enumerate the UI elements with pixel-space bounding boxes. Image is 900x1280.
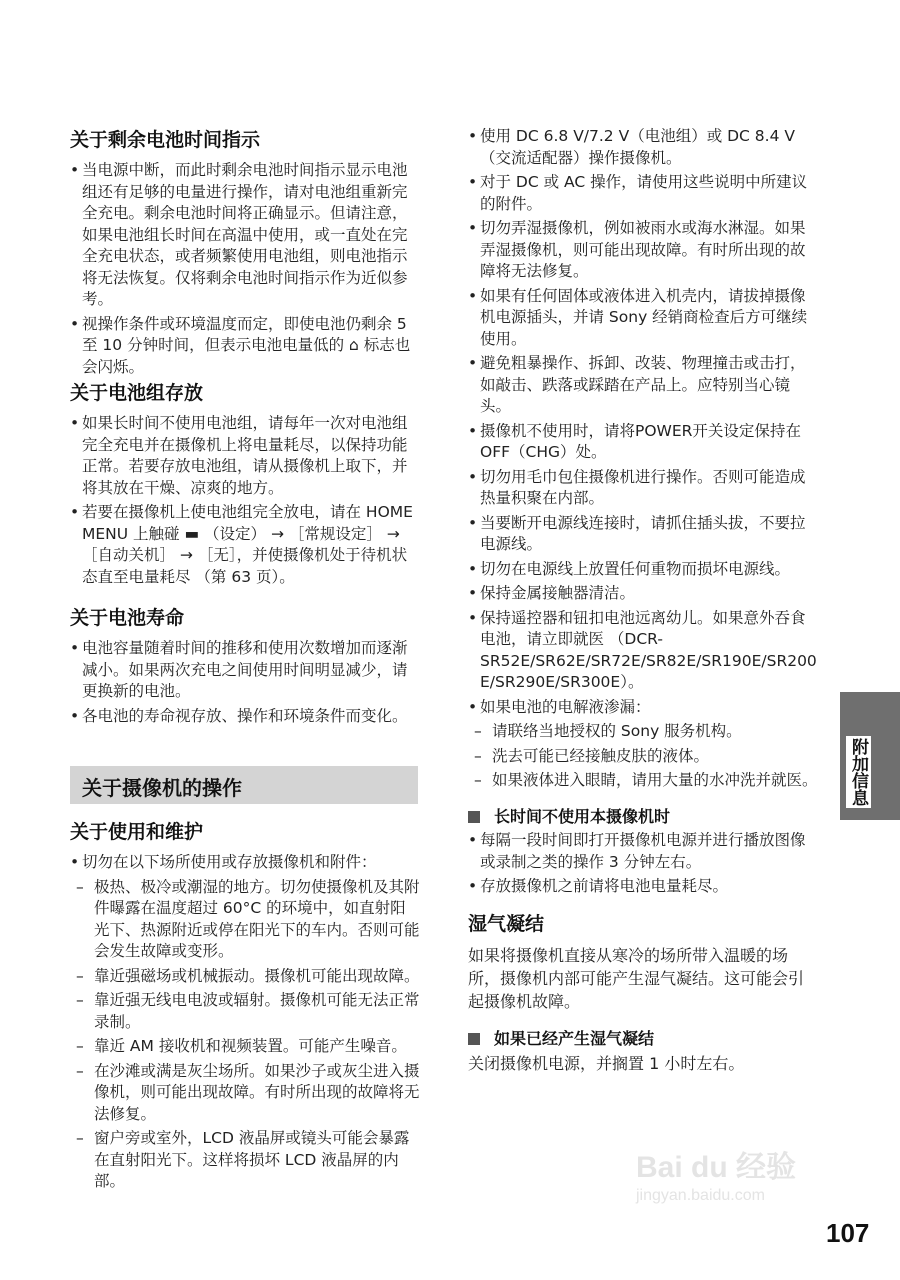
square-bullet-icon [468, 811, 480, 823]
list-subitem: – 请联络当地授权的 Sony 服务机构。 [468, 721, 818, 743]
list-item: • 如果长时间不使用电池组，请每年一次对电池组完全充电并在摄像机上将电量耗尽，以保持功能正常。若要存放电池组，请从摄像机上取下，并将其放在干燥、凉爽的地方。 [70, 413, 420, 499]
list-subitem: – 靠近 AM 接收机和视频装置。可能产生噪音。 [70, 1036, 420, 1058]
section-battery-life [70, 606, 420, 730]
list-item: • 当要断开电源线连接时，请抓住插头拔，不要拉电源线。 [468, 513, 818, 556]
subsection-title: 长时间不使用本摄像机时 [494, 807, 671, 826]
list-item: • 切勿在电源线上放置任何重物而损坏电源线。 [468, 559, 818, 581]
list-item: • 摄像机不使用时，请将POWER开关设定保持在 OFF（CHG）处。 [468, 421, 818, 464]
side-tab-label: 附加信息 [846, 736, 871, 808]
chapter-side-tab [840, 692, 900, 820]
list-item: • 电池容量随着时间的推移和使用次数增加而逐渐减小。如果两次充电之间使用时间明显减少，请更换新的电池。 [70, 638, 420, 703]
list-subitem: – 窗户旁或室外，LCD 液晶屏或镜头可能会暴露在直射阳光下。这样将损坏 LCD 液晶屏的内部。 [70, 1128, 420, 1193]
section-heading: 关于剩余电池时间指示 [70, 129, 261, 151]
list-item: • 每隔一段时间即打开摄像机电源并进行播放图像或录制之类的操作 3 分钟左右。 [468, 830, 818, 873]
subsection-heading [468, 806, 818, 828]
section-heading: 关于电池组存放 [70, 382, 204, 404]
watermark [636, 1150, 836, 1206]
chapter-band [70, 766, 418, 804]
list-subitem: – 在沙滩或满是灰尘场所。如果沙子或灰尘进入摄像机，则可能出现故障。有时所出现的故障将无法修复。 [70, 1061, 420, 1126]
paragraph: 关闭摄像机电源，并搁置 1 小时左右。 [468, 1054, 745, 1073]
section-condensation [468, 912, 818, 1013]
list-item: • 切勿弄湿摄像机，例如被雨水或海水淋湿。如果弄湿摄像机，则可能出现故障。有时所出现的故障将无法修复。 [468, 218, 818, 283]
subsection-heading [468, 1028, 818, 1050]
list-item: • 避免粗暴操作、拆卸、改装、物理撞击或击打，如敲击、跌落或踩踏在产品上。应特别当心镜头。 [468, 353, 818, 418]
list-subitem: – 靠近强无线电电波或辐射。摄像机可能无法正常录制。 [70, 990, 420, 1033]
chapter-title: 关于摄像机的操作 [82, 776, 242, 800]
list-item: • 视操作条件或环境温度而定，即使电池仍剩余 5 至 10 分钟时间，但表示电池电量低的 ⌂ 标志也会闪烁。 [70, 314, 420, 379]
square-bullet-icon [468, 1033, 480, 1045]
list-subitem: – 如果液体进入眼睛，请用大量的水冲洗并就医。 [468, 770, 818, 792]
subsection-title: 如果已经产生湿气凝结 [494, 1029, 655, 1048]
section-remaining-battery [70, 128, 420, 381]
list-item: • 切勿在以下场所使用或存放摄像机和附件： [70, 852, 420, 874]
section-if-condensed [468, 1028, 818, 1075]
list-item: • 切勿用毛巾包住摄像机进行操作。否则可能造成热量积聚在内部。 [468, 467, 818, 510]
list-item: • 如果有任何固体或液体进入机壳内，请拔掉摄像机电源插头，并请 Sony 经销商检查后方可继续使用。 [468, 286, 818, 351]
list-item: • 保持遥控器和钮扣电池远离幼儿。如果意外吞食电池，请立即就医 （DCR-SR52E/SR62E/SR72E/SR82E/SR190E/SR200E/SR290E/SR300E）。 [468, 608, 818, 694]
section-use-and-care [70, 820, 420, 1196]
paragraph: 如果将摄像机直接从寒冷的场所带入温暖的场所，摄像机内部可能产生湿气凝结。这可能会引起摄像机故障。 [468, 946, 805, 1011]
section-heading: 关于使用和维护 [70, 821, 204, 843]
list-subitem: – 极热、极冷或潮湿的地方。切勿使摄像机及其附件曝露在温度超过 60°C 的环境中，如直射阳光下、热源附近或停在阳光下的车内。否则可能会发生故障或变形。 [70, 877, 420, 963]
list-subitem: – 洗去可能已经接触皮肤的液体。 [468, 746, 818, 768]
section-heading: 关于电池寿命 [70, 607, 185, 629]
list-subitem: – 靠近强磁场或机械振动。摄像机可能出现故障。 [70, 966, 420, 988]
watermark-brand: Bai du 经验 [636, 1151, 797, 1184]
list-item: • 对于 DC 或 AC 操作，请使用这些说明中所建议的附件。 [468, 172, 818, 215]
list-item: • 若要在摄像机上使电池组完全放电，请在 HOME MENU 上触碰 ▬ （设定） → ［常规设定］ → ［自动关机］ → ［无］，并使摄像机处于待机状态直至电量耗尽 （第 63 页）。 [70, 502, 420, 588]
list-item: • 使用 DC 6.8 V/7.2 V（电池组）或 DC 8.4 V（交流适配器）操作摄像机。 [468, 126, 818, 169]
section-heading: 湿气凝结 [468, 913, 545, 935]
list-item: • 存放摄像机之前请将电池电量耗尽。 [468, 876, 818, 898]
section-long-unused [468, 806, 818, 901]
list-item: • 如果电池的电解液渗漏： [468, 697, 818, 719]
list-item: • 保持金属接触器清洁。 [468, 583, 818, 605]
section-battery-storage [70, 381, 420, 591]
page-number: 107 [826, 1218, 870, 1248]
list-item: • 当电源中断，而此时剩余电池时间指示显示电池组还有足够的电量进行操作，请对电池组重新完全充电。剩余电池时间将正确显示。但请注意，如果电池组长时间在高温中使用，或一直处在完全充电状态，或者频繁使用电池组，则电池指示将无法恢复。仅将剩余电池时间指示作为近似参考。 [70, 160, 420, 311]
right-column [468, 126, 818, 795]
list-item: • 各电池的寿命视存放、操作和环境条件而变化。 [70, 706, 420, 728]
watermark-url: jingyan.baidu.com [636, 1187, 765, 1204]
